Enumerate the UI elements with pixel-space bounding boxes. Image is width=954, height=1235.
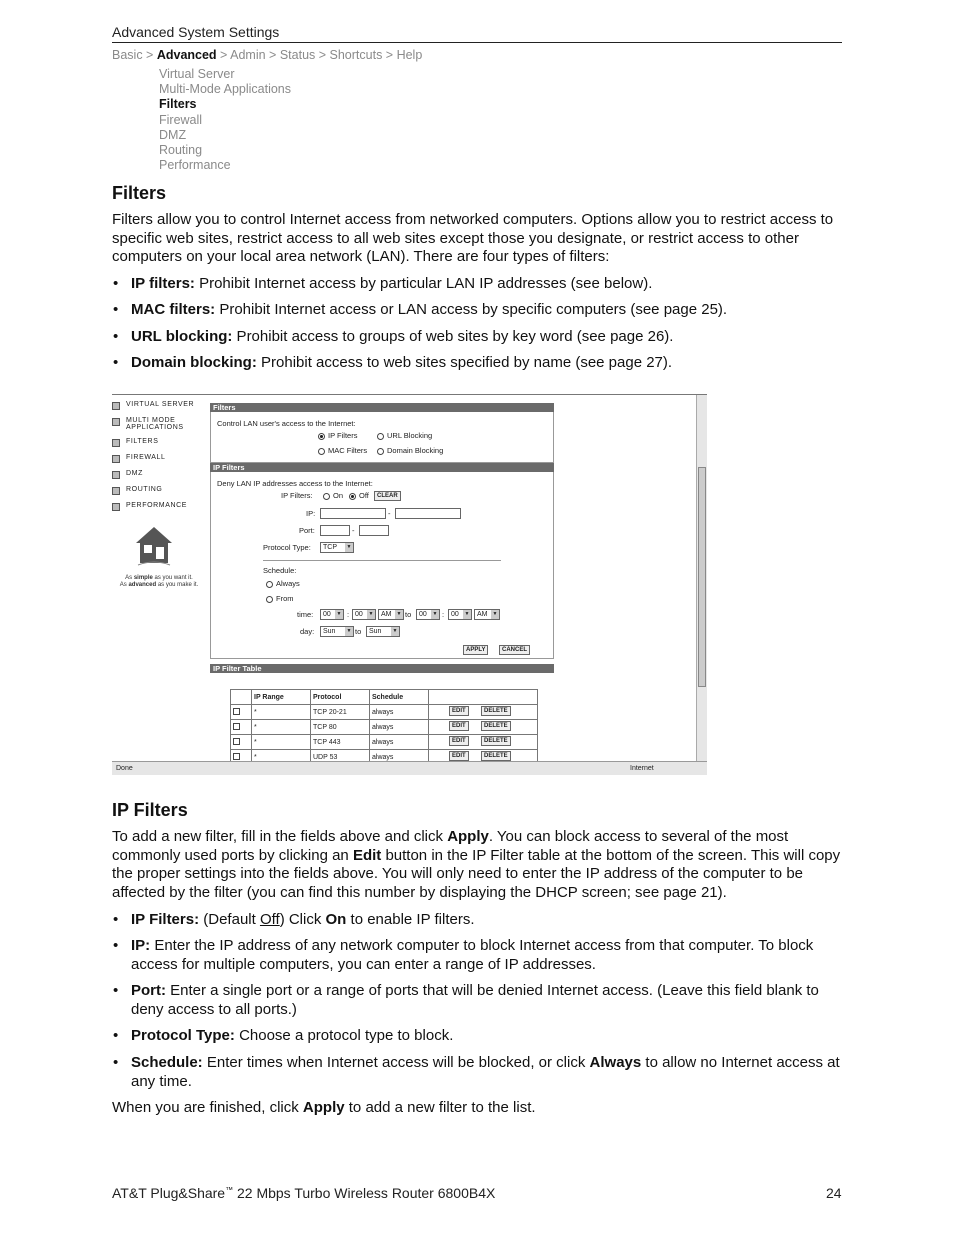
crumb-basic[interactable]: Basic [112, 48, 143, 62]
crumb-sep: > [142, 48, 157, 62]
row-checkbox[interactable] [233, 753, 240, 760]
router-nav [112, 401, 204, 518]
to-ampm-select[interactable]: AM ▼ [474, 609, 500, 620]
edit-button[interactable]: EDIT [449, 721, 469, 731]
router-nav-multi-mode[interactable]: MULTI MODE APPLICATIONS [112, 417, 204, 431]
footer-product: AT&T Plug&Share™ 22 Mbps Turbo Wireless Router 6800B4X [112, 1185, 496, 1201]
submenu-performance[interactable]: Performance [159, 158, 231, 173]
ip-filters-paragraph: To add a new filter, fill in the fields above and click Apply. You can block access to several of the most commonly used ports by clicking an Edit button in the IP Filter table at the bottom of the screen. This will copy the proper settings into the fields above. You will only need to enter the IP address of the computer to be affected by the filter (you can find this number by displaying the DHCP screen; see page 21). [112, 828, 841, 901]
row-checkbox[interactable] [233, 723, 240, 730]
cancel-button[interactable]: CANCEL [499, 645, 530, 655]
filters-intro: Filters allow you to control Internet access from networked computers. Options allow you to restrict access to specific web sites, restrict access to all web sites except those you designate, or restrict access to other computers on your local area network (LAN). There are four types of filters: [112, 211, 834, 265]
crumb-status[interactable]: Status [279, 48, 316, 62]
table-row: * TCP 80 always EDIT DELETE [231, 720, 538, 735]
router-nav-filters[interactable]: FILTERS [112, 438, 204, 447]
crumb-admin[interactable]: Admin [230, 48, 266, 62]
protocol-select[interactable]: TCP ▼ [320, 542, 354, 553]
browser-status-bar [112, 761, 707, 775]
radio-from[interactable]: From [266, 594, 294, 603]
table-row: * UDP 53 always EDIT DELETE [231, 750, 538, 765]
breadcrumb: Basic > Advanced > Admin > Status > Shortcuts > Help [112, 48, 423, 62]
radio-ip-filters[interactable]: IP Filters [318, 431, 357, 440]
edit-button[interactable]: EDIT [449, 706, 469, 716]
bullet-ipf-default: • IP Filters: (Default Off) Click On to enable IP filters. [113, 911, 475, 928]
bullet-ip: • IP: Enter the IP address of any network computer to block Internet access from that computer. To block access for multiple computers, you can enter a range of IP addresses. [113, 937, 814, 973]
delete-button[interactable]: DELETE [481, 751, 511, 761]
submenu-dmz[interactable]: DMZ [159, 127, 187, 142]
from-ampm-select[interactable]: AM ▼ [378, 609, 404, 620]
bullet-ip-filters: • IP filters: Prohibit Internet access by particular LAN IP addresses (see below). [113, 275, 653, 292]
header-rule [112, 42, 842, 43]
vertical-scrollbar[interactable] [696, 395, 707, 761]
protocol-label: Protocol Type: [263, 543, 311, 552]
table-row: * TCP 443 always EDIT DELETE [231, 735, 538, 750]
filters-heading: Filters [112, 183, 167, 203]
radio-off[interactable]: Off [349, 491, 369, 500]
house-logo-icon [134, 525, 174, 567]
row-checkbox[interactable] [233, 708, 240, 715]
filters-bar: Filters [210, 403, 554, 412]
router-nav-routing[interactable]: ROUTING [112, 486, 204, 495]
radio-mac-filters[interactable]: MAC Filters [318, 446, 367, 455]
bullet-url-blocking: • URL blocking: Prohibit access to groups of web sites by key word (see page 26). [113, 328, 674, 345]
bullet-port: • Port: Enter a single port or a range of ports that will be denied Internet access. (Leave this field blank to deny access to all ports.) [113, 982, 819, 1018]
to-day-select[interactable]: Sun ▼ [366, 626, 400, 637]
ip-filter-table: IP Range Protocol Schedule * TCP 20-21 always EDIT DELETE * TCP 80 always EDIT DELETE * TCP 443 always EDIT DELETE * UDP 53 always EDIT DELETE [230, 689, 538, 775]
ip-filters-box: Deny LAN IP addresses access to the Internet: IP Filters: On Off CLEAR IP: - Port: - Protocol Type: TCP ▼ Schedule: Always From time: 00 ▼ : 00 ▼ AM ▼ to 00 ▼ : 00 ▼ AM ▼ day: Sun ▼ to Sun ▼ APPLY CANCEL [210, 472, 554, 659]
filters-type-box [210, 412, 554, 463]
router-nav-virtual-server[interactable]: VIRTUAL SERVER [112, 401, 204, 410]
apply-button[interactable]: APPLY [463, 645, 488, 655]
deny-text: Deny LAN IP addresses access to the Internet: [217, 479, 373, 488]
ip-filters-bar: IP Filters [210, 463, 554, 472]
ip-filter-table-bar: IP Filter Table [210, 664, 554, 673]
crumb-shortcuts[interactable]: Shortcuts [329, 48, 383, 62]
to-hour-select[interactable]: 00 ▼ [416, 609, 440, 620]
bullet-schedule: • Schedule: Enter times when Internet access will be blocked, or click Always to allow no Internet access at any time. [113, 1054, 840, 1090]
from-hour-select[interactable]: 00 ▼ [320, 609, 344, 620]
section-header: Advanced System Settings [112, 24, 280, 40]
schedule-label: Schedule: [263, 566, 297, 575]
router-filters-panel [210, 403, 554, 775]
final-instruction: When you are finished, click Apply to add a new filter to the list. [112, 1099, 536, 1116]
bullet-mac-filters: • MAC filters: Prohibit Internet access or LAN access by specific computers (see page 25). [113, 301, 728, 318]
scroll-thumb[interactable] [698, 467, 706, 687]
delete-button[interactable]: DELETE [481, 736, 511, 746]
router-tagline: As simple as you want it. As advanced as you make it. [119, 575, 199, 588]
port-end-input[interactable] [359, 525, 389, 536]
ip-filters-heading: IP Filters [112, 800, 188, 820]
ip-filter-table-box [210, 673, 554, 775]
page-number: 24 [826, 1185, 842, 1201]
crumb-advanced[interactable]: Advanced [156, 48, 217, 62]
router-screenshot [112, 394, 707, 775]
submenu-multi-mode[interactable]: Multi-Mode Applications [159, 82, 292, 97]
bullet-protocol: • Protocol Type: Choose a protocol type to block. [113, 1027, 454, 1044]
crumb-help[interactable]: Help [396, 48, 423, 62]
router-nav-dmz[interactable]: DMZ [112, 470, 204, 479]
advanced-submenu [159, 67, 291, 173]
ip-end-input[interactable] [395, 508, 461, 519]
ip-start-input[interactable] [320, 508, 386, 519]
radio-url-blocking[interactable]: URL Blocking [377, 431, 432, 440]
radio-always[interactable]: Always [266, 579, 300, 588]
edit-button[interactable]: EDIT [449, 736, 469, 746]
ip-label: IP: [306, 509, 316, 518]
submenu-filters[interactable]: Filters [159, 97, 197, 112]
table-row: * TCP 20-21 always EDIT DELETE [231, 705, 538, 720]
radio-on[interactable]: On [323, 491, 343, 500]
row-checkbox[interactable] [233, 738, 240, 745]
radio-domain-blocking[interactable]: Domain Blocking [377, 446, 443, 455]
to-min-select[interactable]: 00 ▼ [448, 609, 472, 620]
status-done: Done [116, 765, 133, 772]
edit-button[interactable]: EDIT [449, 751, 469, 761]
ipf-label: IP Filters: [281, 491, 313, 500]
delete-button[interactable]: DELETE [481, 706, 511, 716]
router-nav-performance[interactable]: PERFORMANCE [112, 502, 204, 511]
status-zone: Internet [630, 765, 654, 772]
bullet-domain-blocking: • Domain blocking: Prohibit access to web sites specified by name (see page 27). [113, 354, 673, 371]
control-text: Control LAN user's access to the Internet: [217, 419, 356, 428]
from-day-select[interactable]: Sun ▼ [320, 626, 354, 637]
port-start-input[interactable] [320, 525, 350, 536]
router-nav-firewall[interactable]: FIREWALL [112, 454, 204, 463]
clear-button[interactable]: CLEAR [374, 491, 401, 501]
from-min-select[interactable]: 00 ▼ [352, 609, 376, 620]
delete-button[interactable]: DELETE [481, 721, 511, 731]
submenu-routing[interactable]: Routing [159, 143, 203, 158]
submenu-firewall[interactable]: Firewall [159, 112, 203, 127]
port-label: Port: [299, 526, 315, 535]
submenu-virtual-server[interactable]: Virtual Server [159, 67, 235, 81]
